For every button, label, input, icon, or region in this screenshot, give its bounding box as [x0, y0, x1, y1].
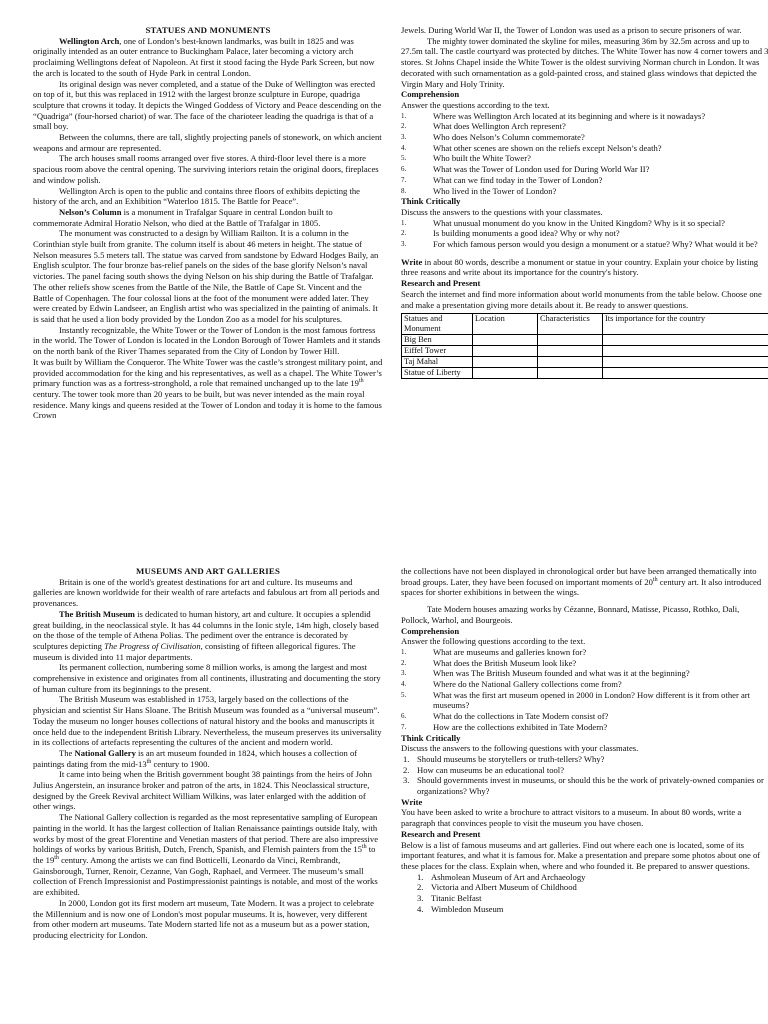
table-header-cell: Location	[473, 314, 538, 335]
paragraph: The mighty tower dominated the skyline for miles, measuring 36m by 32.5m across and up to 27.5m tall. The castle courtyard was protected by ditches. The White Tower has now 4 corner towers and 3 stores. St Johns Chapel inside the White Tower is the oldest surviving Norman church in London. It was decorated with such ornamentation as a gold-painted cross, and stained glass windows that depicted the Virgin Mary and Holy Trinity.	[401, 35, 768, 89]
national-gallery-name: National Gallery	[74, 747, 136, 758]
paragraph: Tate Modern houses amazing works by Cézanne, Bonnard, Matisse, Picasso, Rothko, Dali, Pollock, Warhol, and Bourgeois.	[401, 604, 740, 625]
statues-monuments-column	[33, 25, 383, 421]
table-cell: Taj Mahal	[402, 357, 473, 368]
paragraph: Between the columns, there are tall, slightly projecting panels of stonework, on which ancient weapons and armour are represented.	[33, 132, 382, 153]
list-item: 1. Ashmolean Museum of Art and Archaeology	[417, 871, 586, 882]
wellington-arch-name: Wellington Arch	[59, 35, 120, 46]
paragraph: It was built by William the Conqueror. The White Tower was the castle’s strongest military point, and provided accommodation for the king and his representatives, as well as a chapel. The White Tower’s primary function was as a fortress-stronghold, a role that remained unchanged up to the late 19th century. The tower took more than 20 years to be built, but was never intended as the main royal residence. Many kings and queens resided at the Tower of London and today it is home to the famous Crown	[33, 356, 383, 421]
think-critically-question-list	[401, 754, 766, 797]
comprehension-intro: Answer the following questions according to the text.	[401, 636, 586, 647]
research-present-text: Below is a list of famous museums and art galleries. Find out where each one is located, some of its important features, and what it is famous for. Make a presentation and prepare some photos about one of these places for the class. Explain when, where and who founded it. Be prepared to answer questions.	[401, 839, 761, 871]
table-header-row	[402, 314, 768, 335]
list-item: 2. Victoria and Albert Museum of Childhood	[417, 882, 577, 893]
national-gallery-paragraph: The National Gallery is an art museum founded in 1824, which houses a collection of paintings dating from the mid-13th century to 1900.	[33, 747, 358, 769]
paragraph: Its original design was never completed, and a statue of the Duke of Wellington was erected on top of it, but this was replaced in 1912 with the largest bronze sculpture in Europe, quadriga sculpture that crowns it today. It depicts the Winged Goddess of Victory and Peace descending on the “Quadriga” (four-horsed chariot) of war. The face of the charioteer leading the quadriga is that of a small boy.	[33, 78, 382, 132]
list-item: 1. Where was Wellington Arch located at its beginning and where is it nowadays?	[401, 110, 706, 121]
list-item: 8. Who lived in the Tower of London?	[401, 185, 557, 196]
comprehension-question-list	[401, 111, 768, 197]
list-item: 3. For which famous person would you design a monument or a statue? Why? What would it be?	[401, 239, 758, 250]
write-task: Write in about 80 words, describe a monument or statue in your country. Explain your choice by listing three reasons and write about its importance for the country's history.	[401, 256, 759, 278]
list-item: 5. Who built the White Tower?	[401, 153, 531, 164]
paragraph: The monument was constructed to a design by William Railton. It is a column in the Corinthian style built from granite. The column itself is about 46 meters in height. The statue of Nelson measures 5.5 meters tall. The statue was carved from sandstone by Edward Hodges Baily, an English sculptor. The four bronze bas-relief panels on the sides of the base glorify Nelson’s naval victories. The panel facing south shows the dying Nelson on his ship during the Battle of Trafalgar. The other reliefs show scenes from the Battle of the Nile, the Battle of Cape St. Vincent and the Battle of Copenhagen. The four colossal lions at the foot of the monument were added later. They were created by Edwin Landseer, an English artist who was specialized in the painting of animals. It is said that he used a lion body provided by the London Zoo as a model for his sculptures.	[33, 228, 379, 324]
list-item: 2. Is building monuments a good idea? Why or why not?	[401, 228, 620, 239]
list-item: 1. What are museums and galleries known for?	[401, 646, 587, 657]
think-critically-heading: Think Critically	[401, 196, 461, 207]
think-critically-question-list	[401, 218, 768, 250]
paragraph: Britain is one of the world's greatest destinations for art and culture. Its museums and galleries are known worldwide for their wealth of rare artefacts and fabulous art from all periods and provenances.	[33, 576, 380, 609]
paragraph: the collections have not been displayed in chronological order but have been arranged thematically into broad groups. Later, they have been focused on important moments of 20th century art. It also introduced spaces for shorter exhibitions in between the wings.	[401, 566, 762, 598]
table-header-cell: Characteristics	[538, 314, 603, 335]
list-item: 6. What do the collections in Tate Modern consist of?	[401, 711, 609, 722]
british-museum-paragraph: The British Museum is dedicated to human history, art and culture. It occupies a splendid great building, in the neoclassical style. It has 44 columns in the Ionic style, 14m high, closely based on the those of the temple of Athena Polias. The pediment over the entrance is decorated by sculptures depicting The Progress of Civilisation, consisting of fifteen allegorical figures. The museum is divided into 11 major departments.	[33, 608, 379, 662]
research-present-heading: Research and Present	[401, 278, 481, 289]
list-item: 4. Wimbledon Museum	[417, 903, 504, 914]
monuments-table	[401, 313, 768, 379]
write-text: You have been asked to write a brochure to attract visitors to a museum. In about 80 words, write a paragraph that convinces people to visit the museum you have chosen.	[401, 807, 742, 829]
think-critically-intro: Discuss the answers to the following questions with your classmates.	[401, 743, 639, 754]
table-cell: Big Ben	[402, 335, 473, 346]
paragraph: Jewels. During World War II, the Tower of London was used as a prison to secure prisoners of war.	[401, 25, 742, 35]
paragraph: It came into being when the British government bought 38 paintings from the heirs of John Julius Angerstein, an insurance broker and patron of the arts, in 1824. This Neoclassical structure, designed by the Greek Revival architect William Wilkins, was later enlarged with the addition of other wings.	[33, 769, 372, 812]
research-present-heading: Research and Present	[401, 828, 481, 839]
list-item: 2. How can museums be an educational tool?	[403, 764, 565, 775]
table-row	[402, 346, 768, 357]
nelsons-column-name: Nelson’s Column	[59, 206, 122, 217]
paragraph: In 2000, London got its first modern art museum, Tate Modern. It was a project to celebrate the Millennium and is now one of London's most popular museums. It is, however, very different from other modern art museums. Tate Modern started life not as a museum but as a power station, producing electricity for London.	[33, 897, 374, 940]
british-museum-name: The British Museum	[59, 608, 135, 619]
list-item: 7. How are the collections exhibited in Tate Modern?	[401, 721, 608, 732]
statues-monuments-title: STATUES AND MONUMENTS	[145, 25, 271, 35]
table-header-cell: Its importance for the country	[603, 314, 768, 335]
list-item: 3. Who does Nelson’s Column commemorate?	[401, 132, 585, 143]
list-item: 4. Where do the National Gallery collections come from?	[401, 679, 622, 690]
list-item: 1. What unusual monument do you know in the United Kingdom? Why is it so special?	[401, 217, 725, 228]
think-critically-heading: Think Critically	[401, 732, 461, 743]
paragraph: Wellington Arch is open to the public and contains three floors of exhibits depicting the history of the arch, and an Exhibition “Waterloo 1815. The Battle for Peace”.	[33, 185, 360, 207]
monuments-exercises-column	[401, 25, 768, 379]
comprehension-heading: Comprehension	[401, 625, 460, 636]
museums-exercises-column	[401, 566, 766, 915]
research-present-text: Search the internet and find more information about world monuments from the table below. Choose one and make a presentation giving more details about it. Be ready to answer questions.	[401, 288, 762, 310]
comprehension-question-list	[401, 647, 766, 733]
table-row	[402, 357, 768, 368]
write-heading: Write	[401, 796, 423, 807]
list-item: 3. Titanic Belfast	[417, 893, 482, 904]
nelsons-column-paragraph: Nelson’s Column is a monument in Trafalgar Square in central London built to commemorate Admiral Horatio Nelson, who died at the Battle of Trafalgar in 1805.	[33, 206, 333, 228]
paragraph: The National Gallery collection is regarded as the most representative sampling of European painting in the world. It has the largest collection of Italian Renaissance paintings outside Italy, with works by most of the great Florentine and Venetian masters of that period. There are also impressive holdings of works by various British, Dutch, French, Spanish, and Flemish painters from the 15th to the 19th century. Among the artists we can find Botticelli, Leonardo da Vinci, Rembrandt, Gainsborough, Turner, Renoir, Cezanne, Van Gogh, Raphael, and Vermeer. The museum’s small collection of French Impressionist and Postimpressionist paintings is notable, and most of the works are exhibited.	[33, 812, 379, 898]
list-item: 2. What does Wellington Arch represent?	[401, 121, 566, 132]
write-label: Write	[401, 256, 423, 267]
museums-galleries-column	[33, 566, 383, 941]
museums-galleries-title: MUSEUMS AND ART GALLERIES	[135, 566, 281, 576]
paragraph: Its permanent collection, numbering some 8 million works, is among the largest and most comprehensive in existence and originates from all continents, illustrating and documenting the story of human culture from its beginnings to the present.	[33, 662, 381, 694]
table-row	[402, 368, 768, 379]
table-cell: Statue of Liberty	[402, 368, 473, 379]
list-item: 7. What can we find today in the Tower of London?	[401, 174, 603, 185]
museums-list	[401, 872, 766, 915]
think-critically-intro: Discuss the answers to the questions with your classmates.	[401, 206, 603, 217]
list-item: 4. What other scenes are shown on the reliefs except Nelson’s death?	[401, 142, 662, 153]
list-item: 5. What was the first art museum opened in 2000 in London? How different is it from other art museums?	[401, 689, 751, 711]
list-item: 3. When was The British Museum founded and what was it at the beginning?	[401, 668, 690, 679]
list-item: 6. What was the Tower of London used for During World War II?	[401, 164, 650, 175]
table-header-cell: Statues and Monument	[402, 314, 473, 335]
comprehension-intro: Answer the questions according to the text.	[401, 99, 550, 110]
list-item: 3. Should governments invest in museums, or should this be the work of privately-owned companies or organizations? Why?	[403, 775, 764, 797]
wellington-arch-paragraph: Wellington Arch, one of London’s best-known landmarks, was built in 1825 and was originally intended as an outer entrance to Buckingham Palace, later becoming a victory arch proclaiming Wellingtons defeat of Napoleon. At first it stood facing the Hyde Park Screen, but now the arch is located to the south of Hyde Park in central London.	[33, 35, 375, 78]
list-item: 1. Should museums be storytellers or truth-tellers? Why?	[403, 753, 605, 764]
table-row	[402, 335, 768, 346]
paragraph: The British Museum was established in 1753, largely based on the collections of the physician and scientist Sir Hans Sloane. The British Museum was founded as a “universal museum”. Today the museum no longer houses collections of natural history and the books and manuscripts it once held due to the independent British Library. Nevertheless, the museum preserves its universality in its collections of artefacts representing the cultures of the ancient and modern world.	[33, 694, 382, 748]
paragraph: The arch houses small rooms arranged over five stores. A third-floor level there is a more spacious room above the central opening. The surviving interiors retain the original doors, fireplaces and window polish.	[33, 153, 379, 185]
list-item: 2. What does the British Museum look like?	[401, 657, 577, 668]
comprehension-heading: Comprehension	[401, 89, 460, 100]
paragraph: Instantly recognizable, the White Tower or the Tower of London is the most famous fortress in the world. The Tower of London is located in the London Borough of Tower Hamlets and it stands on the north bank of the River Thames separated from the City of London by Tower Hill.	[33, 324, 381, 357]
table-cell: Eiffel Tower	[402, 346, 473, 357]
